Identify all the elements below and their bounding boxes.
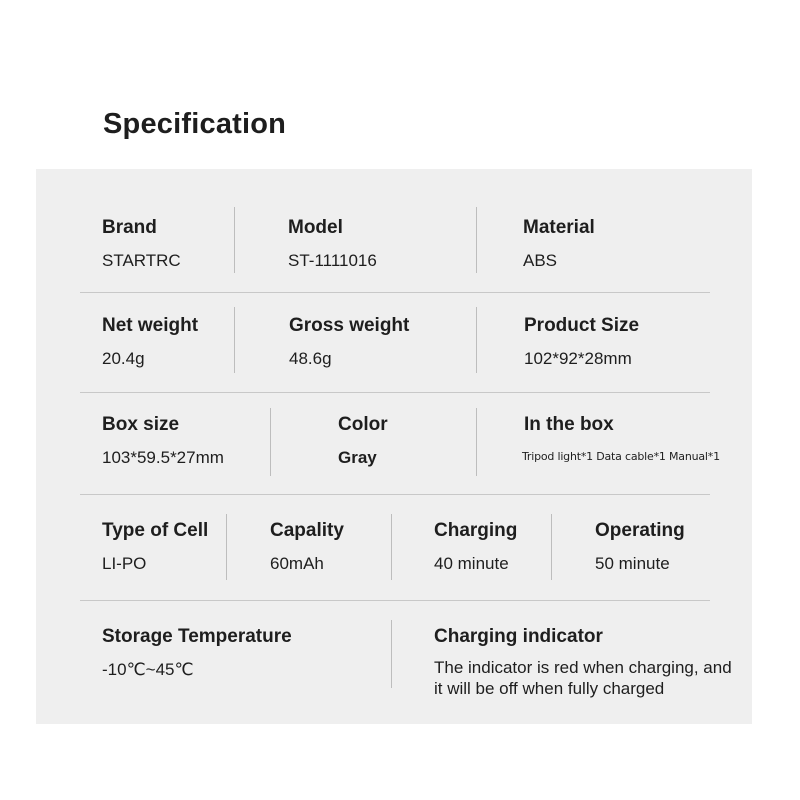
spec-cell-operating: [595, 520, 685, 574]
spec-cell-brand: [102, 217, 181, 271]
spec-cell-type-of-cell: [102, 520, 208, 574]
column-divider: [270, 408, 271, 476]
spec-value: 50 minute: [595, 554, 670, 573]
spec-value: Gray: [338, 448, 377, 467]
column-divider: [476, 207, 477, 273]
spec-label: In the box: [524, 414, 614, 435]
column-divider: [226, 514, 227, 580]
row-divider: [80, 292, 710, 293]
spec-cell-color: [338, 414, 388, 468]
row-divider: [80, 494, 710, 495]
spec-value: 60mAh: [270, 554, 324, 573]
column-divider: [391, 514, 392, 580]
column-divider: [391, 620, 392, 688]
spec-cell-net-weight: [102, 315, 198, 369]
column-divider: [551, 514, 552, 580]
column-divider: [476, 307, 477, 373]
spec-label: Charging: [434, 520, 518, 541]
spec-cell-material: [523, 217, 595, 271]
spec-value: 48.6g: [289, 349, 332, 368]
spec-label: Operating: [595, 520, 685, 541]
spec-label: Box size: [102, 414, 180, 435]
spec-value: ABS: [523, 251, 558, 270]
spec-value: The indicator is red when charging, and it will be off when fully charged: [434, 658, 732, 698]
spec-label: Product Size: [524, 315, 640, 336]
spec-label: Storage Temperature: [102, 626, 292, 647]
page-title: Specification: [103, 108, 287, 140]
column-divider: [234, 207, 235, 273]
spec-cell-box-size: [102, 414, 224, 468]
spec-value: -10℃~45℃: [102, 660, 194, 679]
spec-cell-charging: [434, 520, 517, 574]
spec-cell-storage-temperature: [102, 626, 292, 680]
spec-label: Brand: [102, 217, 157, 238]
spec-value: 103*59.5*27mm: [102, 448, 224, 467]
spec-value: STARTRC: [102, 251, 181, 270]
spec-label: Model: [288, 217, 343, 238]
spec-label: Material: [523, 217, 595, 238]
spec-label: Charging indicator: [434, 626, 603, 647]
spec-label: Type of Cell: [102, 520, 209, 541]
spec-cell-charging-indicator: [434, 626, 734, 699]
spec-cell-gross-weight: [289, 315, 409, 369]
spec-cell-in-the-box: [524, 414, 720, 463]
spec-label: Net weight: [102, 315, 199, 336]
spec-value: LI-PO: [102, 554, 147, 573]
row-divider: [80, 392, 710, 393]
row-divider: [80, 600, 710, 601]
spec-value: 102*92*28mm: [524, 349, 632, 368]
spec-label: Color: [338, 414, 388, 435]
spec-cell-capality: [270, 520, 344, 574]
spec-value: 20.4g: [102, 349, 145, 368]
spec-label: Gross weight: [289, 315, 410, 336]
column-divider: [234, 307, 235, 373]
spec-value: 40 minute: [434, 554, 509, 573]
spec-value: Tripod light*1 Data cable*1 Manual*1: [522, 450, 720, 463]
spec-cell-model: [288, 217, 377, 271]
spec-value: ST-1111016: [288, 251, 377, 270]
spec-cell-product-size: [524, 315, 639, 369]
spec-label: Capality: [270, 520, 344, 541]
column-divider: [476, 408, 477, 476]
